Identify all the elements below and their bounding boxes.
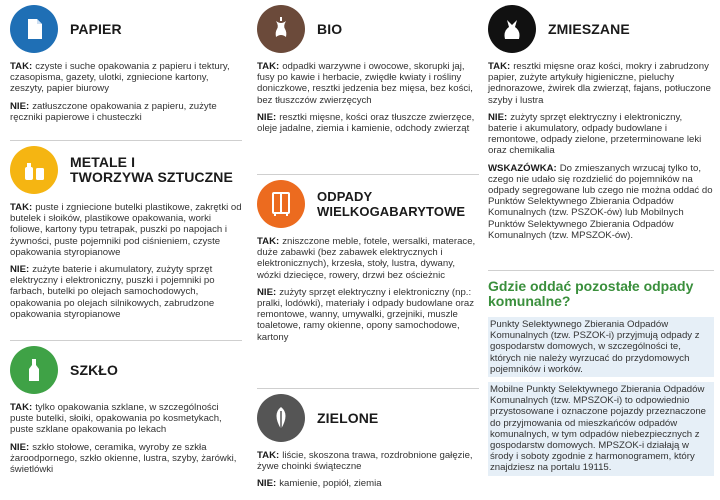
- section-szklo: [10, 338, 242, 481]
- zielone-header: [257, 393, 479, 443]
- zmieszane-tak-text: resztki mięsne oraz kości, mokry i zabrudzony papier, zużyte artykuły higieniczne, pieluchy jednorazowe, żwirek dla zwierząt, fajans, potłuczone szyby i lustra: [488, 61, 711, 106]
- szklo-tak-text: tylko opakowania szklane, w szczególności puste butelki, słoiki, opakowania po kosmetykach, puste szklane opakowania po lekach: [10, 402, 222, 436]
- column-middle: [257, 0, 479, 500]
- zmieszane-nie: [488, 112, 714, 157]
- section-zmieszane: [488, 4, 714, 247]
- papier-tak: [10, 61, 242, 95]
- section-bio: [257, 4, 479, 140]
- zielone-tak: [257, 450, 479, 472]
- zielone-nie-text: kamienie, popiół, ziemia: [279, 478, 382, 490]
- tak-label: TAK:: [10, 202, 33, 213]
- bio-header: [257, 4, 479, 54]
- divider: [257, 174, 479, 175]
- metale-tak: [10, 202, 242, 258]
- zielone-title: ZIELONE: [317, 409, 379, 426]
- leaf-icon: [257, 394, 305, 442]
- szklo-title: SZKŁO: [70, 361, 118, 378]
- tak-label: TAK:: [488, 61, 511, 72]
- nie-label: NIE:: [488, 111, 508, 123]
- tak-label: TAK:: [10, 402, 33, 413]
- szklo-nie-text: szkło stołowe, ceramika, wyroby ze szkła żaroodpornego, szkło okienne, lustra, szyby, żarówki, świetlówki: [10, 441, 237, 476]
- column-right: [488, 0, 714, 500]
- zielone-tak-text: liście, skoszona trawa, rozdrobnione gałęzie, żywe choinki świąteczne: [257, 450, 473, 473]
- nie-label: NIE:: [257, 478, 277, 490]
- bio-tak: [257, 61, 479, 106]
- gabaryty-title: [317, 189, 465, 219]
- section-papier: [10, 4, 242, 129]
- bio-tak-text: odpadki warzywne i owocowe, skorupki jaj, fusy po kawie i herbacie, zwiędłe kwiaty i rośliny doniczkowe, resztki jedzenia bez mięsa, bez kości, bez tłuszczów zwierzęcych: [257, 61, 473, 106]
- bio-nie: [257, 112, 479, 134]
- gabaryty-tak-text: zniszczone meble, fotele, wersalki, materace, duże zabawki (bez zabawek elektrycznych i elektronicznych), krzesła, stoły, lustra, dywany, wózki dziecięce, rowery, drzwi bez ościeżnic: [257, 236, 476, 281]
- papier-title: PAPIER: [70, 20, 122, 37]
- metale-title-line2: TWORZYWA SZTUCZNE: [70, 169, 233, 185]
- tak-label: TAK:: [10, 61, 33, 72]
- metale-title: [70, 155, 233, 185]
- nie-label: NIE:: [10, 100, 30, 112]
- nie-label: NIE:: [257, 111, 277, 123]
- zmieszane-header: [488, 4, 714, 54]
- section-gabaryty: [257, 172, 479, 349]
- column-left: [10, 0, 242, 500]
- zielone-nie: [257, 478, 479, 489]
- info-box-pszok: [488, 317, 714, 377]
- paper-icon: [10, 5, 58, 53]
- gabaryty-title-line2: WIELKOGABARYTOWE: [317, 204, 466, 219]
- tak-label: TAK:: [257, 61, 280, 72]
- tak-label: TAK:: [257, 236, 280, 247]
- nie-label: NIE:: [257, 286, 277, 298]
- bio-nie-text: resztki mięsne, kości oraz tłuszcze zwierzęce, oleje jadalne, ziemia i kamienie, odchody zwierząt: [257, 111, 475, 135]
- metale-title-line1: METALE I: [70, 154, 136, 170]
- divider: [10, 340, 242, 341]
- info-box-mpszok: [488, 382, 714, 476]
- glass-bottle-icon: [10, 346, 58, 394]
- gabaryty-header: [257, 179, 479, 229]
- section-zielone: [257, 386, 479, 496]
- metale-header: [10, 145, 242, 195]
- zmieszane-wskazowka-text: Do zmieszanych wrzucaj tylko to, czego nie udało się rozdzielić do pojemników na odpady segregowane lub czego nie można oddać do Punktów Selektywnego Zbierania Odpadów Komunalnych (tzw. PSZOK-ów) lub Mobilnych Punktów Selektywnego Zbierania Odpadów Komunalnych (tzw. MPSZOK-ów).: [488, 162, 713, 241]
- zmieszane-wskazowka: [488, 163, 714, 241]
- bottle-can-icon: [10, 146, 58, 194]
- szklo-header: [10, 345, 242, 395]
- gabaryty-title-line1: ODPADY: [317, 189, 373, 204]
- gabaryty-nie-text: zużyty sprzęt elektryczny i elektroniczny (np.: pralki, lodówki), materiały i odpady budowlane oraz remontowe, wanny, umywalki, grzejniki, muszle toaletowe, ramy okienne, opony samochodowe, kartony: [257, 286, 475, 343]
- gdzie-p1: Punkty Selektywnego Zbierania Odpadów Komunalnych (tzw. PSZOK-i) przyjmują odpady z gospodarstw domowych, w szczególności te, których nie należy wyrzucać do przydomowych pojemników i worków.: [490, 319, 700, 375]
- wardrobe-icon: [257, 180, 305, 228]
- divider: [257, 388, 479, 389]
- section-gdzie: [488, 270, 714, 481]
- zmieszane-nie-text: zużyty sprzęt elektryczny i elektroniczny, baterie i akumulatory, odpady budowlane i remontowe, odpady zielone, przeterminowane leki oraz chemikalia: [488, 111, 702, 157]
- tak-label: TAK:: [257, 450, 280, 461]
- wskazowka-label: WSKAZÓWKA:: [488, 162, 557, 174]
- nie-label: NIE:: [10, 441, 30, 453]
- metale-nie: [10, 264, 242, 320]
- gdzie-p2: Mobilne Punkty Selektywnego Zbierania Odpadów Komunalnych (tzw. MPSZOK-i) to odpowiednio przystosowane i oznaczone pojazdy przeznaczone do przyjmowania od mieszkańców odpadów komunalnych, w tym odpadów niebezpiecznych z gospodarstw domowych. MPSZOK-i działają w środy i soboty zgodnie z harmonogramem, który znajdziesz na portalu 19115.: [490, 384, 706, 474]
- papier-header: [10, 4, 242, 54]
- trash-bag-icon: [488, 5, 536, 53]
- metale-nie-text: zużyte baterie i akumulatory, zużyty sprzęt elektryczny i elektroniczny, puszki i pojemniki po farbach, butelki po olejach samochodowych, opakowania po olejach silnikowych, zabrudzone opakowania styropianowe: [10, 264, 215, 320]
- szklo-tak: [10, 402, 242, 436]
- gdzie-heading: Gdzie oddać pozostałe odpady komunalne?: [488, 270, 714, 309]
- papier-tak-text: czyste i suche opakowania z papieru i tektury, czasopisma, gazety, ulotki, zgniecione kartony, zeszyty, papier biurowy: [10, 61, 230, 95]
- gabaryty-nie: [257, 287, 479, 343]
- divider: [10, 140, 242, 141]
- nie-label: NIE:: [10, 264, 30, 276]
- bio-title: BIO: [317, 20, 343, 37]
- szklo-nie: [10, 442, 242, 476]
- zmieszane-title: ZMIESZANE: [548, 20, 630, 37]
- gabaryty-tak: [257, 236, 479, 281]
- apple-core-icon: [257, 5, 305, 53]
- section-metale: [10, 138, 242, 326]
- metale-tak-text: puste i zgniecione butelki plastikowe, zakrętki od butelek i słoików, plastikowe opakowania, worki foliowe, kartony typu tetrapak, puszki po napojach i żywności, puste pojemniki pod ciśnieniem, czyste opakowania styropianowe: [10, 202, 242, 258]
- papier-nie-text: zatłuszczone opakowania z papieru, zużyte ręczniki papierowe i chusteczki: [10, 100, 217, 123]
- papier-nie: [10, 101, 242, 123]
- zmieszane-tak: [488, 61, 714, 106]
